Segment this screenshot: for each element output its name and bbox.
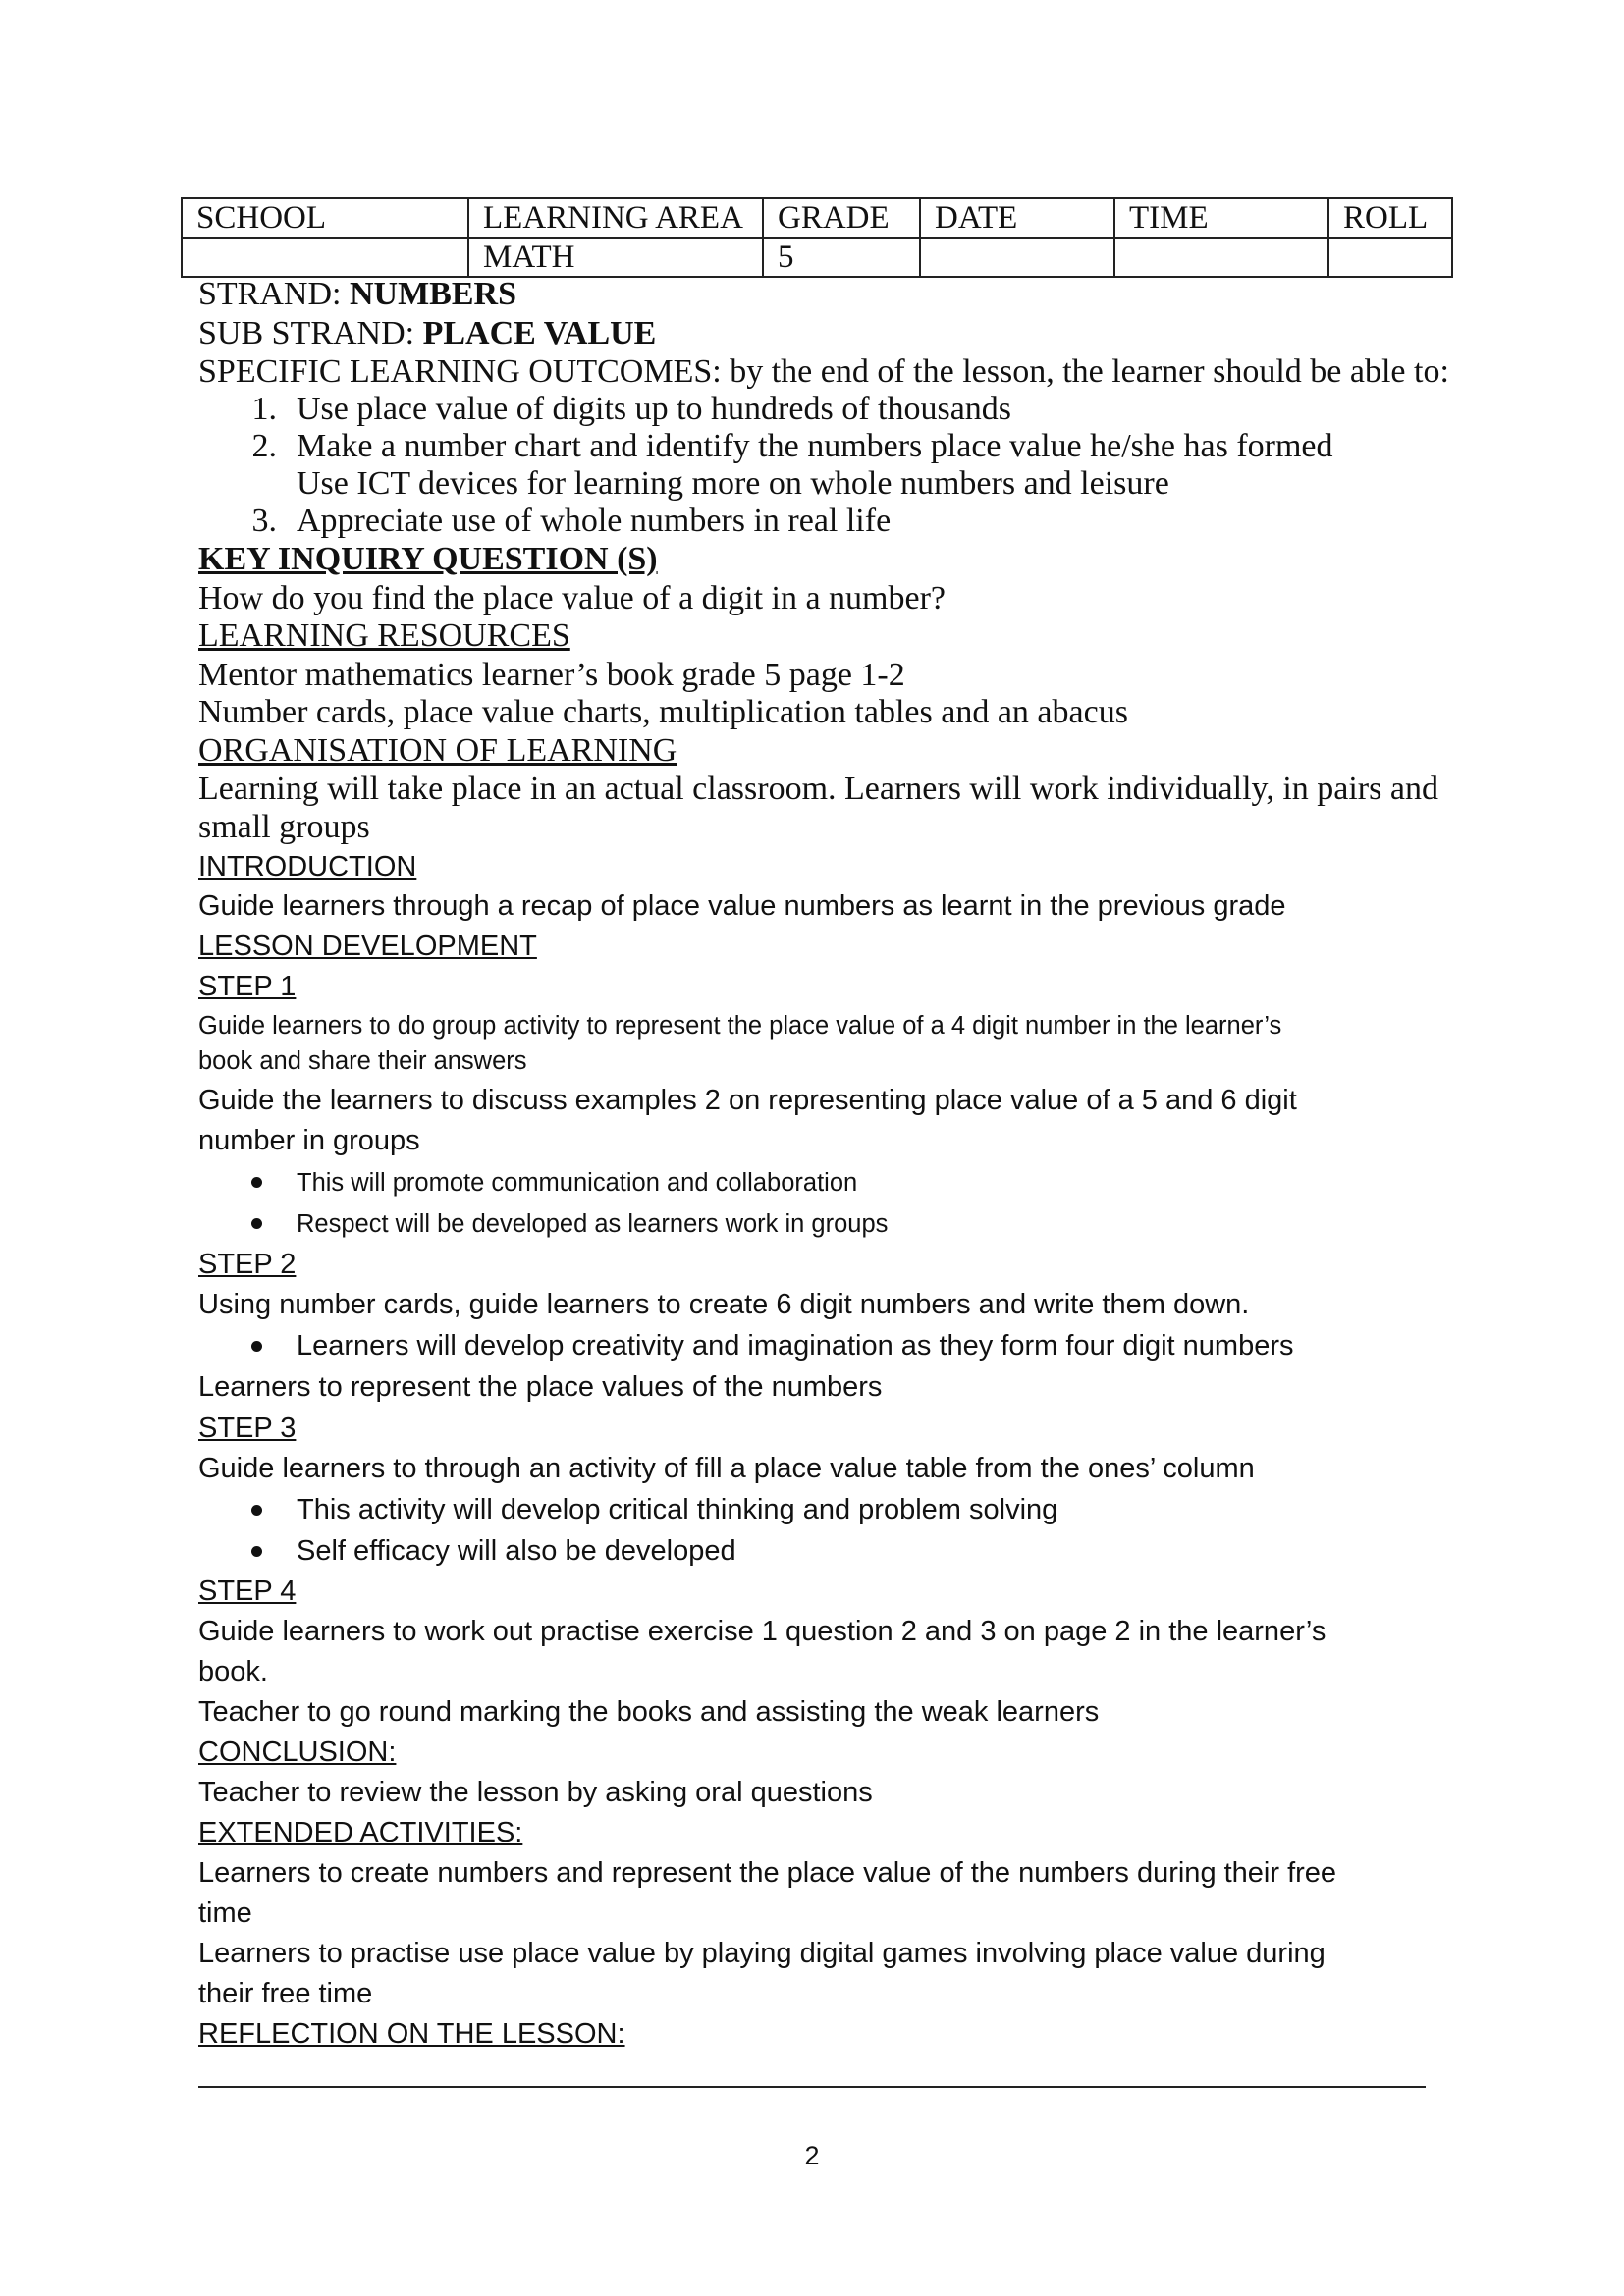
step-3-bullet: Self efficacy will also be developed bbox=[297, 1535, 736, 1567]
header-cell-learning-area: LEARNING AREA bbox=[468, 198, 763, 238]
header-cell-grade: GRADE bbox=[763, 198, 920, 238]
header-table-labels-row bbox=[182, 198, 1452, 238]
header-cell-time: TIME bbox=[1114, 198, 1328, 238]
introduction-text: Guide learners through a recap of place value numbers as learnt in the previous grade bbox=[198, 890, 1286, 922]
step-2-text: Using number cards, guide learners to create 6 digit numbers and write them down. bbox=[198, 1289, 1250, 1320]
step-2-bullet: Learners will develop creativity and imagination as they form four digit numbers bbox=[297, 1330, 1294, 1362]
outcome-number: 1. bbox=[251, 391, 277, 427]
bullet-dot-icon bbox=[251, 1505, 262, 1516]
organisation-line: Learning will take place in an actual classroom. Learners will work individually, in pairs and bbox=[198, 771, 1438, 807]
page-number: 2 bbox=[804, 2141, 820, 2170]
key-inquiry-heading: KEY INQUIRY QUESTION (S) bbox=[198, 541, 658, 577]
header-cell-roll: ROLL bbox=[1328, 198, 1452, 238]
value-cell-roll bbox=[1328, 238, 1452, 277]
step-1-bullet: Respect will be developed as learners work in groups bbox=[297, 1210, 889, 1238]
step-1-heading: STEP 1 bbox=[198, 971, 297, 1002]
bullet-dot-icon bbox=[251, 1177, 262, 1188]
outcome-number: 3. bbox=[251, 503, 277, 539]
outcome-text: Use ICT devices for learning more on whole numbers and leisure bbox=[297, 465, 1169, 502]
extended-activities-line: time bbox=[198, 1897, 252, 1929]
value-cell-date bbox=[920, 238, 1114, 277]
step-3-bullet: This activity will develop critical thinking and problem solving bbox=[297, 1494, 1058, 1525]
step-1-paragraph-line: Guide learners to do group activity to represent the place value of a 4 digit number in the learner’s bbox=[198, 1012, 1282, 1040]
header-cell-school: SCHOOL bbox=[182, 198, 468, 238]
extended-activities-heading: EXTENDED ACTIVITIES: bbox=[198, 1817, 523, 1848]
step-4-heading: STEP 4 bbox=[198, 1575, 297, 1607]
bullet-dot-icon bbox=[251, 1218, 262, 1229]
outcome-item bbox=[226, 427, 1333, 466]
sub-strand-value: PLACE VALUE bbox=[422, 315, 657, 351]
outcome-text: Make a number chart and identify the numbers place value he/she has formed bbox=[297, 428, 1333, 464]
strand-value: NUMBERS bbox=[349, 276, 516, 312]
reflection-answer-line bbox=[198, 2086, 1426, 2088]
step-3-heading: STEP 3 bbox=[198, 1413, 297, 1444]
key-inquiry-text: How do you find the place value of a digit in a number? bbox=[198, 580, 946, 616]
step-2-heading: STEP 2 bbox=[198, 1249, 297, 1280]
step-2-after-text: Learners to represent the place values of the numbers bbox=[198, 1371, 883, 1403]
step-4-line: Teacher to go round marking the books and assisting the weak learners bbox=[198, 1696, 1100, 1728]
learning-resources-heading: LEARNING RESOURCES bbox=[198, 617, 570, 654]
step-1-paragraph-line: Guide the learners to discuss examples 2 on representing place value of a 5 and 6 digit bbox=[198, 1085, 1297, 1116]
reflection-heading: REFLECTION ON THE LESSON: bbox=[198, 2018, 625, 2050]
introduction-heading: INTRODUCTION bbox=[198, 851, 417, 882]
header-table-values-row bbox=[182, 238, 1452, 277]
lesson-development-heading: LESSON DEVELOPMENT bbox=[198, 931, 537, 962]
specific-outcomes-heading: SPECIFIC LEARNING OUTCOMES: by the end of the lesson, the learner should be able to: bbox=[198, 353, 1449, 390]
learning-resources-line: Mentor mathematics learner’s book grade 5 page 1-2 bbox=[198, 657, 905, 693]
strand-label: STRAND: bbox=[198, 276, 350, 312]
bullet-dot-icon bbox=[251, 1341, 262, 1352]
organisation-heading: ORGANISATION OF LEARNING bbox=[198, 732, 677, 769]
value-cell-time bbox=[1114, 238, 1328, 277]
strand-line bbox=[198, 275, 516, 314]
outcome-item bbox=[226, 390, 1011, 429]
bullet-dot-icon bbox=[251, 1546, 262, 1557]
value-cell-school bbox=[182, 238, 468, 277]
step-4-line: Guide learners to work out practise exercise 1 question 2 and 3 on page 2 in the learner’s bbox=[198, 1616, 1326, 1647]
extended-activities-line: Learners to practise use place value by playing digital games involving place value during bbox=[198, 1938, 1326, 1969]
lesson-header-table bbox=[181, 197, 1453, 278]
learning-resources-line: Number cards, place value charts, multiplication tables and an abacus bbox=[198, 694, 1128, 730]
header-cell-date: DATE bbox=[920, 198, 1114, 238]
step-1-paragraph-line: number in groups bbox=[198, 1125, 420, 1156]
sub-strand-label: SUB STRAND: bbox=[198, 315, 423, 351]
step-1-paragraph-line: book and share their answers bbox=[198, 1047, 527, 1075]
sub-strand-line bbox=[198, 314, 656, 353]
conclusion-text: Teacher to review the lesson by asking oral questions bbox=[198, 1777, 873, 1808]
step-1-bullet: This will promote communication and collaboration bbox=[297, 1169, 858, 1197]
organisation-line: small groups bbox=[198, 809, 370, 845]
outcome-item bbox=[226, 502, 891, 541]
step-4-line: book. bbox=[198, 1656, 268, 1687]
value-cell-grade: 5 bbox=[763, 238, 920, 277]
outcome-text: Use place value of digits up to hundreds of thousands bbox=[297, 391, 1012, 427]
step-3-text: Guide learners to through an activity of fill a place value table from the ones’ column bbox=[198, 1453, 1255, 1484]
outcome-item bbox=[226, 464, 1169, 504]
outcome-text: Appreciate use of whole numbers in real life bbox=[297, 503, 892, 539]
conclusion-heading: CONCLUSION: bbox=[198, 1736, 397, 1768]
outcome-number: 2. bbox=[251, 428, 277, 464]
extended-activities-line: Learners to create numbers and represent the place value of the numbers during their free bbox=[198, 1857, 1337, 1889]
extended-activities-line: their free time bbox=[198, 1978, 373, 2009]
value-cell-learning-area: MATH bbox=[468, 238, 763, 277]
